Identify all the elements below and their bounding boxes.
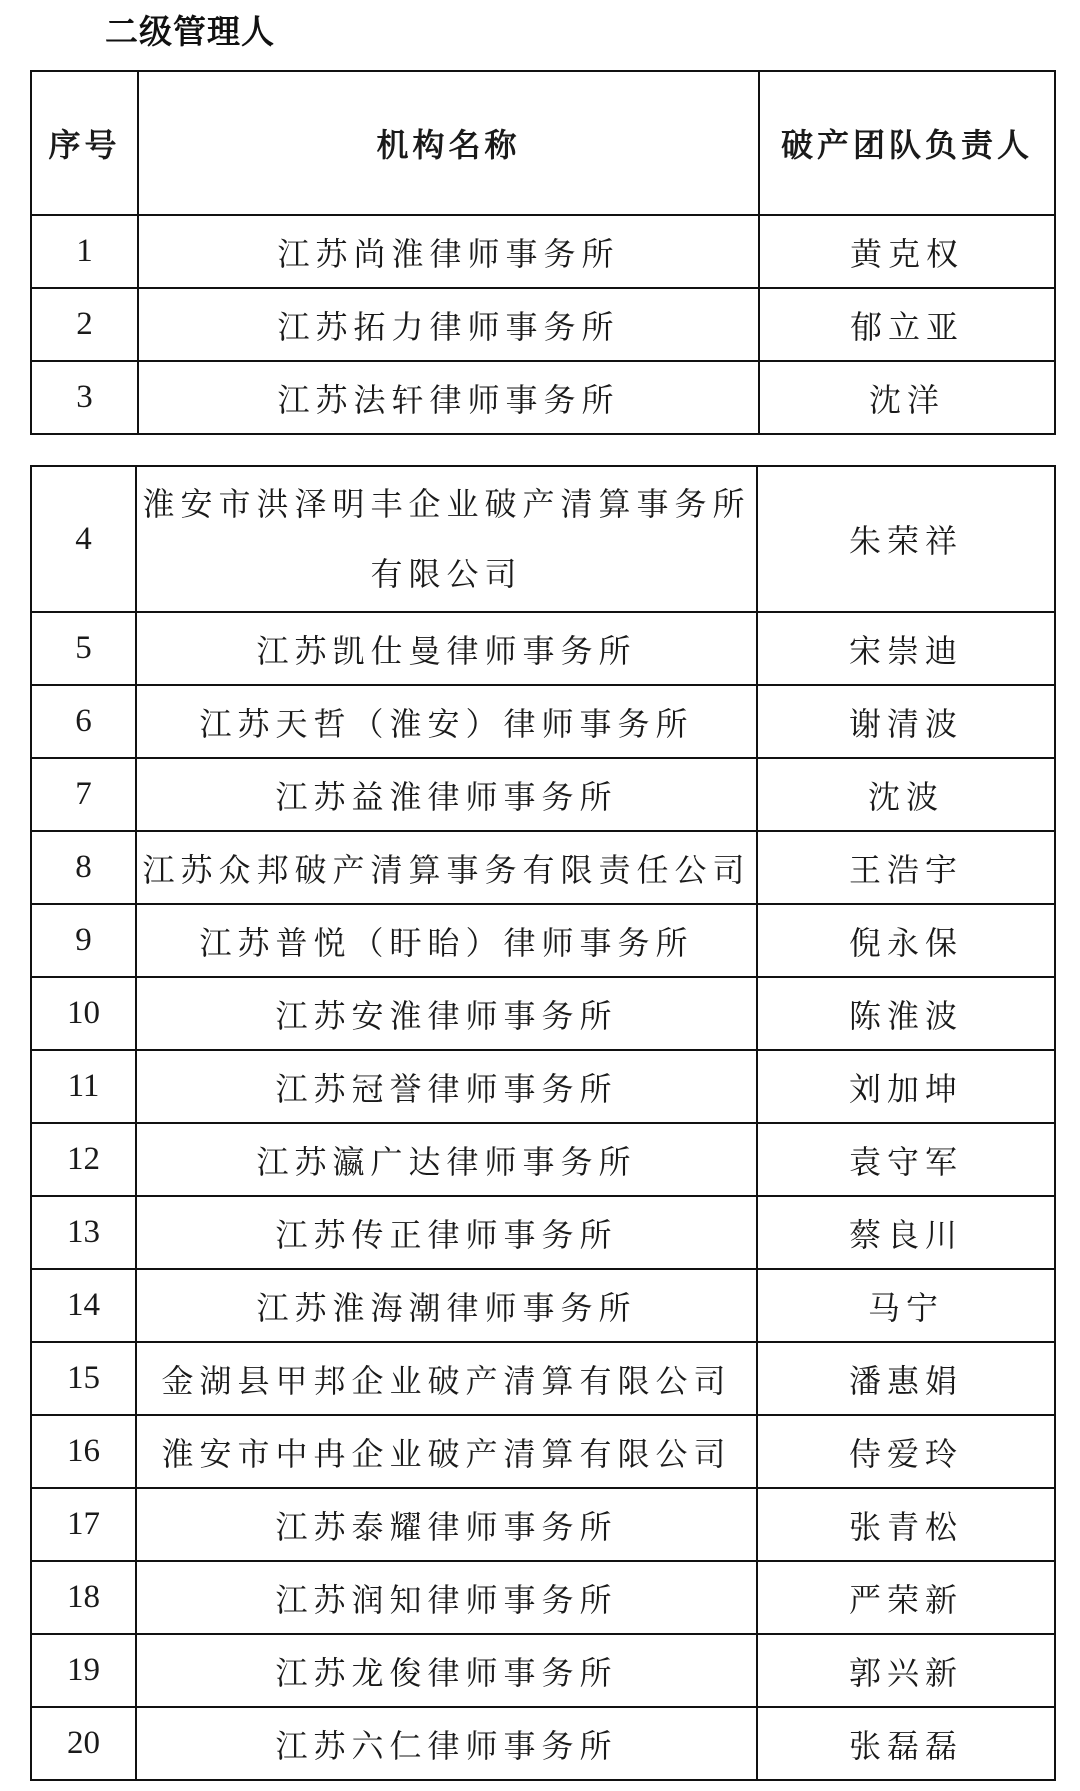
row-number: 19 [31, 1634, 136, 1707]
table-row [31, 1123, 1055, 1196]
institution-name: 江苏拓力律师事务所 [138, 288, 759, 361]
team-leader: 潘惠娟 [757, 1342, 1055, 1415]
row-number: 2 [31, 288, 138, 361]
institution-name: 江苏龙俊律师事务所 [136, 1634, 757, 1707]
table-header-row [31, 71, 1055, 215]
manager-table-part-2 [30, 465, 1056, 1781]
institution-name: 江苏泰耀律师事务所 [136, 1488, 757, 1561]
team-leader: 张磊磊 [757, 1707, 1055, 1780]
row-number: 8 [31, 831, 136, 904]
institution-name: 江苏天哲（淮安）律师事务所 [136, 685, 757, 758]
row-number: 18 [31, 1561, 136, 1634]
row-number: 14 [31, 1269, 136, 1342]
table-row [31, 288, 1055, 361]
team-leader: 刘加坤 [757, 1050, 1055, 1123]
institution-name-line-1: 淮安市洪泽明丰企业破产清算事务所 [142, 485, 751, 523]
table-row [31, 361, 1055, 434]
institution-name: 金湖县甲邦企业破产清算有限公司 [136, 1342, 757, 1415]
row-number: 4 [31, 466, 136, 612]
team-leader: 谢清波 [757, 685, 1055, 758]
institution-name-line-2: 有限公司 [370, 555, 523, 593]
team-leader: 陈淮波 [757, 977, 1055, 1050]
row-number: 6 [31, 685, 136, 758]
institution-name: 江苏普悦（盱眙）律师事务所 [136, 904, 757, 977]
row-number: 20 [31, 1707, 136, 1780]
table-row [31, 1634, 1055, 1707]
table-row [31, 904, 1055, 977]
row-number: 3 [31, 361, 138, 434]
team-leader: 张青松 [757, 1488, 1055, 1561]
table-row [31, 758, 1055, 831]
team-leader: 沈波 [757, 758, 1055, 831]
team-leader: 沈洋 [759, 361, 1055, 434]
table-row [31, 1415, 1055, 1488]
institution-name: 江苏润知律师事务所 [136, 1561, 757, 1634]
team-leader: 蔡良川 [757, 1196, 1055, 1269]
team-leader: 侍爱玲 [757, 1415, 1055, 1488]
team-leader: 郭兴新 [757, 1634, 1055, 1707]
row-number: 10 [31, 977, 136, 1050]
team-leader: 袁守军 [757, 1123, 1055, 1196]
row-number: 7 [31, 758, 136, 831]
table-row [31, 215, 1055, 288]
institution-name: 江苏益淮律师事务所 [136, 758, 757, 831]
row-number: 9 [31, 904, 136, 977]
table-row [31, 977, 1055, 1050]
institution-name: 江苏安淮律师事务所 [136, 977, 757, 1050]
team-leader: 郁立亚 [759, 288, 1055, 361]
row-number: 12 [31, 1123, 136, 1196]
team-leader: 严荣新 [757, 1561, 1055, 1634]
header-institution-name: 机构名称 [138, 71, 759, 215]
row-number: 5 [31, 612, 136, 685]
row-number: 13 [31, 1196, 136, 1269]
row-number: 17 [31, 1488, 136, 1561]
table-row [31, 1342, 1055, 1415]
manager-table-part-1 [30, 70, 1056, 435]
team-leader: 王浩宇 [757, 831, 1055, 904]
header-team-leader: 破产团队负责人 [759, 71, 1055, 215]
table-row [31, 1050, 1055, 1123]
team-leader: 倪永保 [757, 904, 1055, 977]
row-number: 1 [31, 215, 138, 288]
table-row [31, 685, 1055, 758]
table-row [31, 1488, 1055, 1561]
institution-name: 江苏淮海潮律师事务所 [136, 1269, 757, 1342]
team-leader: 黄克权 [759, 215, 1055, 288]
section-heading: 二级管理人 [105, 12, 275, 51]
institution-name: 江苏法轩律师事务所 [138, 361, 759, 434]
header-serial-number: 序号 [31, 71, 138, 215]
institution-name: 江苏凯仕曼律师事务所 [136, 612, 757, 685]
team-leader: 朱荣祥 [757, 466, 1055, 612]
row-number: 16 [31, 1415, 136, 1488]
institution-name [136, 466, 757, 612]
table-row [31, 1269, 1055, 1342]
institution-name: 江苏众邦破产清算事务有限责任公司 [136, 831, 757, 904]
row-number: 15 [31, 1342, 136, 1415]
institution-name: 江苏六仁律师事务所 [136, 1707, 757, 1780]
institution-name: 江苏瀛广达律师事务所 [136, 1123, 757, 1196]
institution-name: 江苏尚淮律师事务所 [138, 215, 759, 288]
institution-name: 江苏冠誉律师事务所 [136, 1050, 757, 1123]
team-leader: 宋崇迪 [757, 612, 1055, 685]
table-row [31, 1707, 1055, 1780]
table-row [31, 831, 1055, 904]
table-row [31, 612, 1055, 685]
table-row [31, 1561, 1055, 1634]
team-leader: 马宁 [757, 1269, 1055, 1342]
table-row [31, 1196, 1055, 1269]
row-number: 11 [31, 1050, 136, 1123]
institution-name: 江苏传正律师事务所 [136, 1196, 757, 1269]
table-row [31, 466, 1055, 612]
institution-name: 淮安市中冉企业破产清算有限公司 [136, 1415, 757, 1488]
